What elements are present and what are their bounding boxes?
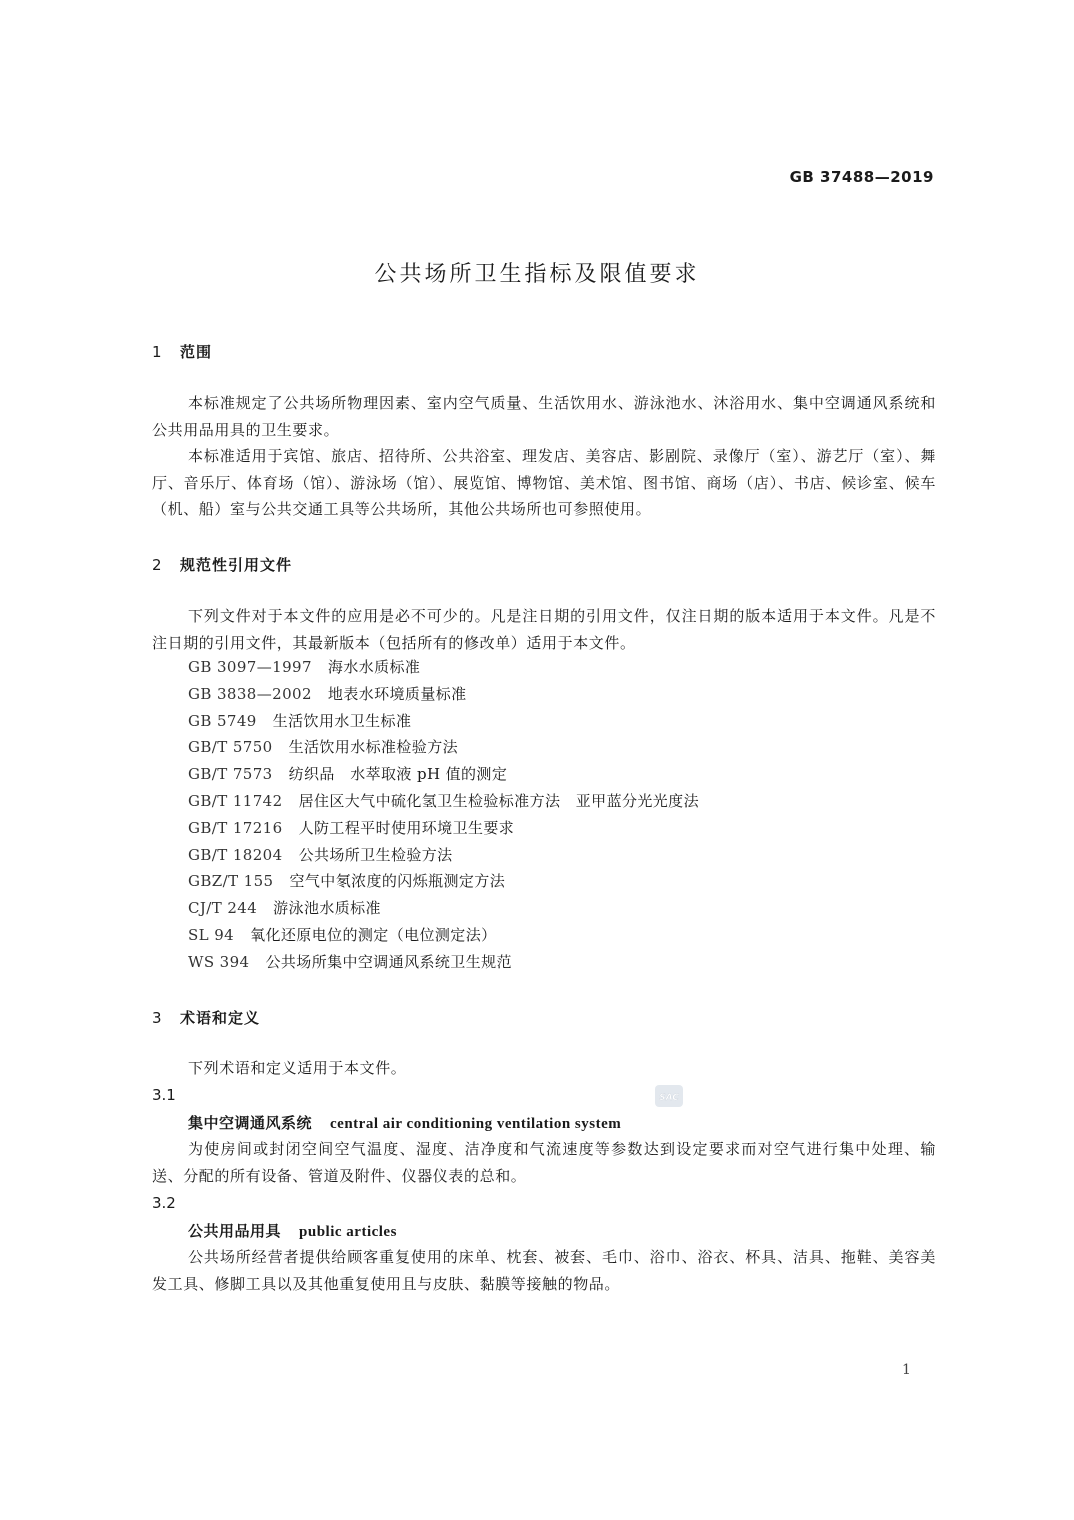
term-name-en: central air conditioning ventilation system [330,1116,622,1132]
reference-item [188,734,699,761]
section-title: 范围 [180,343,213,361]
normative-reference-list [188,654,699,976]
section-1-heading [152,341,212,362]
term-name-en: public articles [299,1224,397,1240]
sac-watermark-logo [655,1085,683,1107]
section-1-paragraph-2: 本标准适用于宾馆、旅店、招待所、公共浴室、理发店、美容店、影剧院、录像厅（室）、游艺厅（室）、舞厅、音乐厅、体育场（馆）、游泳场（馆）、展览馆、博物馆、美术馆、图书馆、商场（店）、书店、候诊室、候车（机、船）室与公共交通工具等公共场所，其他公共场所也可参照使用。 [152,447,936,518]
reference-item [188,815,699,842]
reference-code: WS 394 [188,952,250,971]
reference-item [188,922,699,949]
reference-code: GB/T 7573 [188,765,273,784]
section-number: 2 [152,556,163,574]
reference-title: 空气中氡浓度的闪烁瓶测定方法 [289,872,506,891]
term-definition: 为使房间或封闭空间空气温度、湿度、洁净度和气流速度等参数达到设定要求而对空气进行集中处理、输送、分配的所有设备、管道及附件、仪器仪表的总和。 [152,1140,936,1185]
reference-item [188,895,699,922]
section-2-heading [152,554,292,575]
reference-item [188,788,699,815]
section-number: 3 [152,1009,163,1027]
section-title: 术语和定义 [180,1009,261,1027]
section-3-heading [152,1007,260,1028]
reference-item [188,681,699,708]
reference-item [188,868,699,895]
reference-title: 生活饮用水卫生标准 [272,711,412,730]
reference-item [188,654,699,681]
term-name-zh: 公共用品用具 [188,1222,282,1240]
reference-code: GB/T 11742 [188,791,283,810]
reference-code: GBZ/T 155 [188,872,274,891]
reference-code: GB/T 18204 [188,845,283,864]
document-title: 公共场所卫生指标及限值要求 [374,262,700,287]
reference-code: GB 5749 [188,711,257,730]
section-3-intro: 下列术语和定义适用于本文件。 [188,1059,407,1077]
reference-title: 地表水环境质量标准 [327,684,467,703]
page-number: 1 [902,1362,911,1378]
term-name [188,1220,397,1241]
reference-code: GB/T 5750 [188,738,273,757]
term-number: 3.1 [152,1086,176,1104]
reference-title: 纺织品 水萃取液 pH 值的测定 [288,765,508,784]
reference-code: CJ/T 244 [188,899,258,918]
reference-item [188,761,699,788]
reference-title: 人防工程平时使用环境卫生要求 [298,818,515,837]
term-number: 3.2 [152,1194,176,1212]
section-number: 1 [152,343,163,361]
reference-item [188,949,699,976]
section-1-paragraph-1: 本标准规定了公共场所物理因素、室内空气质量、生活饮用水、游泳池水、沐浴用水、集中空调通风系统和公共用品用具的卫生要求。 [152,394,936,439]
reference-title: 公共场所卫生检验方法 [298,845,453,864]
reference-title: 生活饮用水标准检验方法 [288,738,459,757]
reference-title: 游泳池水质标准 [273,899,381,918]
reference-title: 居住区大气中硫化氢卫生检验标准方法 亚甲蓝分光光度法 [298,791,699,810]
reference-title: 氧化还原电位的测定（电位测定法） [250,925,497,944]
standard-code: GB 37488—2019 [789,168,934,186]
reference-code: SL 94 [188,925,235,944]
section-2-intro: 下列文件对于本文件的应用是必不可少的。凡是注日期的引用文件，仅注日期的版本适用于本文件。凡是不注日期的引用文件，其最新版本（包括所有的修改单）适用于本文件。 [152,607,936,652]
term-definition: 公共场所经营者提供给顾客重复使用的床单、枕套、被套、毛巾、浴巾、浴衣、杯具、洁具、拖鞋、美容美发工具、修脚工具以及其他重复使用且与皮肤、黏膜等接触的物品。 [152,1248,936,1293]
svg-text:SAC: SAC [659,1093,679,1103]
reference-title: 公共场所集中空调通风系统卫生规范 [265,952,512,971]
reference-code: GB/T 17216 [188,818,283,837]
term-name [188,1112,621,1133]
reference-item [188,708,699,735]
reference-code: GB 3838—2002 [188,684,312,703]
section-title: 规范性引用文件 [180,556,293,574]
reference-code: GB 3097—1997 [188,658,312,676]
reference-title: 海水水质标准 [327,658,421,676]
term-name-zh: 集中空调通风系统 [188,1114,313,1132]
reference-item [188,842,699,869]
